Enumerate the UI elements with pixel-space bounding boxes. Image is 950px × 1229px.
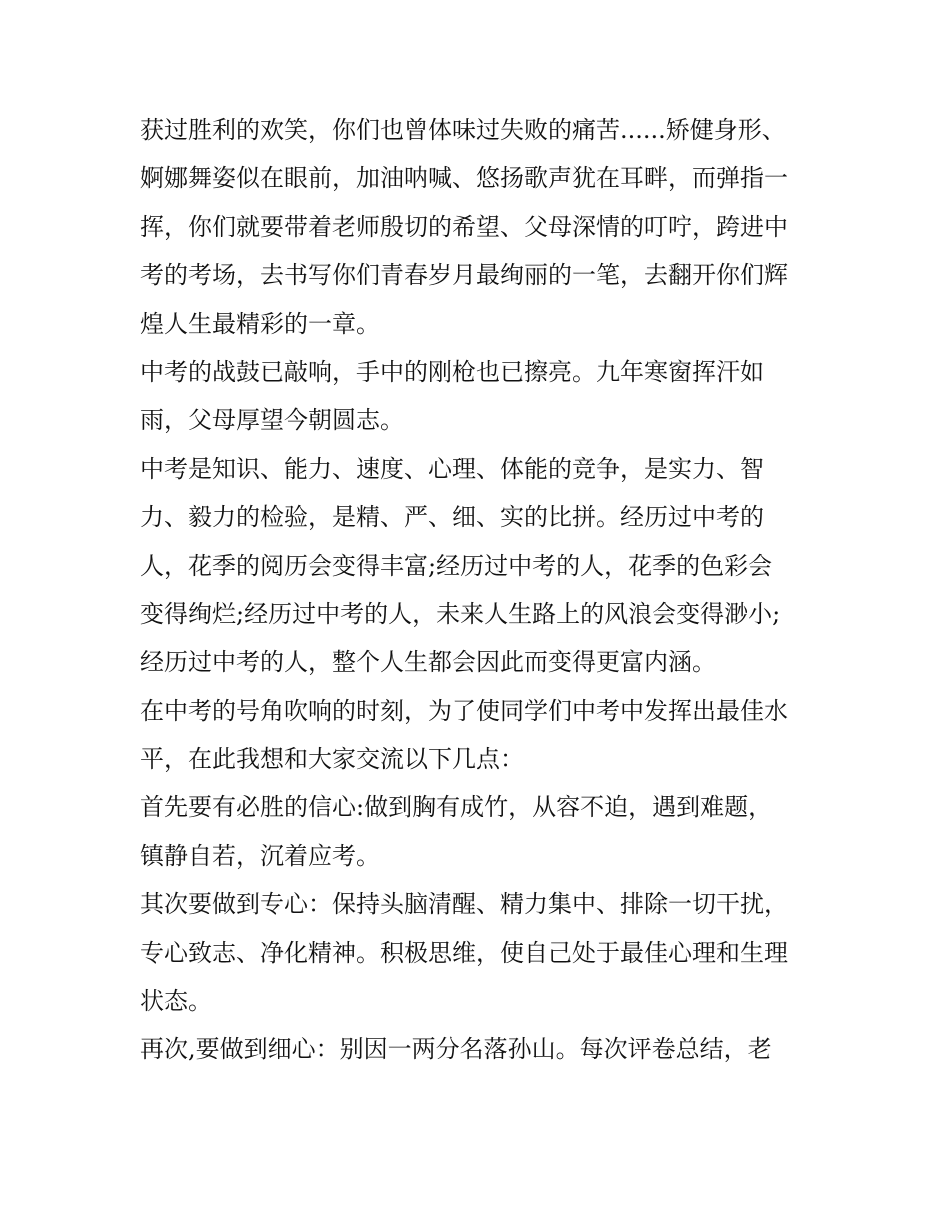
text-line: 状态。 (140, 987, 212, 1016)
text-line: 经历过中考的人，整个人生都会因此而变得更富内涵。 (140, 648, 716, 677)
text-line: 考的考场，去书写你们青春岁月最绚丽的一笔，去翻开你们辉 (140, 261, 788, 290)
text-line: 力、毅力的检验，是精、严、细、实的比拼。经历过中考的 (140, 503, 764, 532)
text-line: 煌人生最精彩的一章。 (140, 309, 380, 338)
text-line: 变得绚烂;经历过中考的人，未来人生路上的风浪会变得渺小; (140, 599, 781, 628)
text-line: 平，在此我想和大家交流以下几点： (140, 745, 524, 774)
text-line: 再次,要做到细心：别因一两分名落孙山。每次评卷总结，老 (140, 1035, 772, 1064)
text-line: 中考是知识、能力、速度、心理、体能的竞争，是实力、智 (140, 454, 764, 483)
text-line: 镇静自若，沉着应考。 (140, 841, 380, 870)
text-line: 首先要有必胜的信心:做到胸有成竹，从容不迫，遇到难题， (140, 793, 773, 822)
text-line: 中考的战鼓已敲响，手中的刚枪也已擦亮。九年寒窗挥汗如 (140, 357, 764, 386)
text-line: 婀娜舞姿似在眼前，加油呐喊、悠扬歌声犹在耳畔，而弹指一 (140, 164, 788, 193)
text-line: 专心致志、净化精神。积极思维，使自己处于最佳心理和生理 (140, 938, 788, 967)
text-line: 人，花季的阅历会变得丰富;经历过中考的人，花季的色彩会 (140, 551, 773, 580)
text-line: 雨，父母厚望今朝圆志。 (140, 406, 404, 435)
text-line: 获过胜利的欢笑，你们也曾体味过失败的痛苦......矫健身形、 (140, 116, 786, 144)
document-body (140, 106, 820, 1074)
text-line: 其次要做到专心：保持头脑清醒、精力集中、排除一切干扰， (140, 890, 788, 919)
text-line: 在中考的号角吹响的时刻，为了使同学们中考中发挥出最佳水 (140, 696, 788, 725)
text-line: 挥，你们就要带着老师殷切的希望、父母深情的叮咛，跨进中 (140, 212, 788, 241)
